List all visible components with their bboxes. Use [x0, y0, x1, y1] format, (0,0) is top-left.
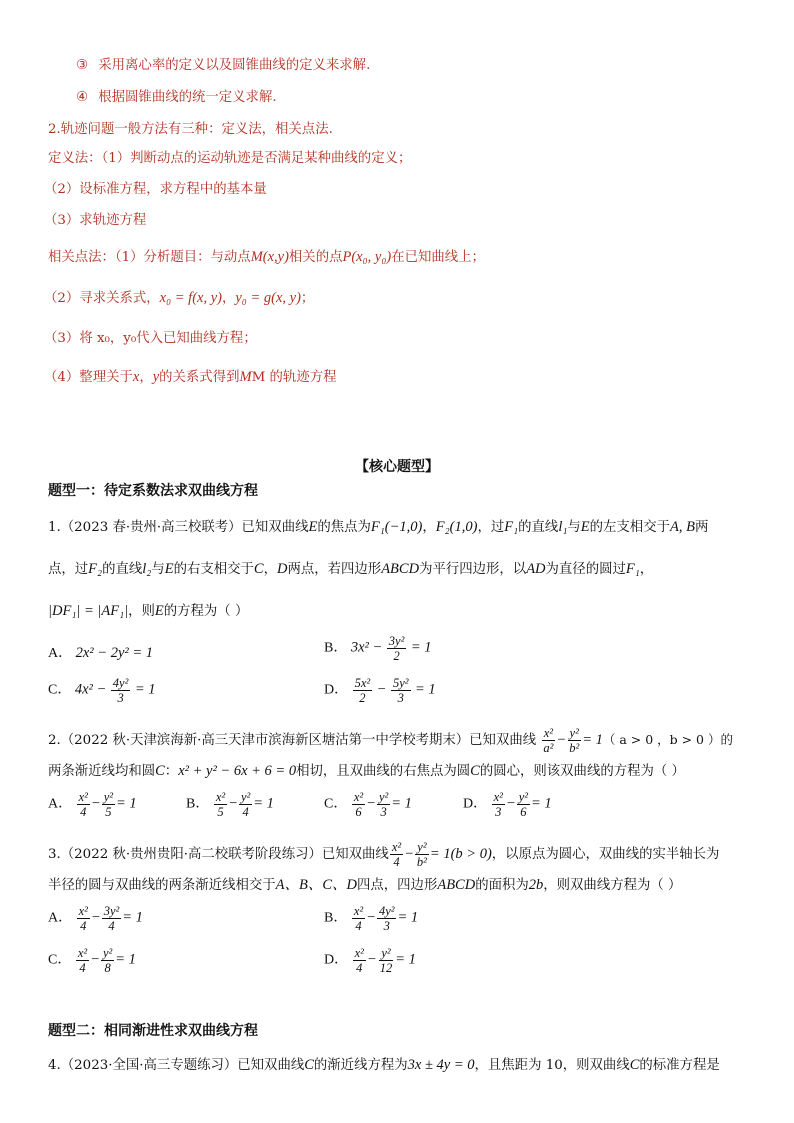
denominator: 3 — [117, 691, 124, 705]
denominator: a² — [543, 741, 554, 755]
related-point-step-2 — [44, 289, 314, 308]
text: 4.（2023·全国·高三专题练习）已知双曲线 — [48, 1058, 305, 1073]
option-label: C． — [48, 682, 72, 698]
denominator: 4 — [393, 855, 400, 869]
numerator: x² — [543, 726, 554, 740]
type1-title: 题型一：待定系数法求双曲线方程 — [48, 483, 258, 499]
text: 的关系式得到 — [159, 370, 240, 385]
numerator: y² — [417, 840, 427, 854]
denominator: 12 — [379, 961, 393, 975]
numerator: y² — [103, 790, 114, 804]
method-item-text: 根据圆锥曲线的统一定义求解. — [98, 90, 277, 105]
denominator: 3 — [397, 691, 404, 705]
text: 为平行四边形，以 — [419, 562, 527, 577]
equals: = 1 — [116, 795, 137, 812]
option-label: A． — [48, 910, 73, 926]
fraction — [378, 946, 395, 975]
math-C: C — [253, 561, 264, 577]
text: 点，过 — [48, 562, 89, 577]
text: ，且焦距为 10，则双曲线 — [474, 1058, 630, 1073]
text: ， — [263, 562, 277, 577]
text: 的焦点为 — [317, 520, 371, 535]
numerator: y² — [381, 946, 391, 960]
numerator: x² — [353, 790, 364, 804]
operator: − — [404, 846, 414, 862]
equals: = 1 — [115, 951, 136, 968]
math-D: D — [276, 561, 288, 577]
q1-option-c[interactable] — [48, 676, 156, 705]
operator: − — [90, 909, 101, 926]
denominator: 4 — [108, 919, 115, 933]
method-item-4 — [74, 89, 277, 107]
denominator: 3 — [495, 805, 502, 819]
math-C: C — [155, 763, 165, 779]
numerator: x² — [77, 946, 88, 960]
denominator: 4 — [80, 805, 87, 819]
numerator: x² — [215, 790, 226, 804]
text: 四点，四边形 — [357, 878, 438, 893]
fraction — [102, 790, 115, 819]
item-marker: ④ — [75, 90, 88, 105]
equals: = 1 — [582, 732, 603, 748]
math-E: E — [164, 561, 174, 577]
math-F1: F₁(−1,0) — [370, 519, 423, 535]
numerator: 5x² — [354, 676, 371, 690]
text: 与 — [151, 562, 165, 577]
math-y0: y₀ = g(x, y) — [235, 290, 301, 306]
q2-line-1 — [48, 726, 733, 755]
math-AD: AD — [526, 561, 546, 577]
equals: = 1 — [395, 951, 416, 968]
q3-line-1 — [48, 840, 719, 869]
q3-option-d[interactable] — [324, 946, 416, 975]
fraction — [353, 946, 366, 975]
math-x: x — [132, 369, 140, 385]
definition-method-step-1: 定义法：（1）判断动点的运动轨迹是否满足某种曲线的定义； — [48, 151, 412, 166]
text: 为直径的圆过 — [545, 562, 626, 577]
method-item-3 — [74, 57, 370, 75]
operator: − — [366, 909, 376, 926]
numerator: x² — [354, 946, 364, 960]
text: ： — [164, 764, 179, 779]
text: 的圆心，则该双曲线的方程为（ ） — [479, 764, 685, 779]
fraction — [390, 840, 403, 869]
numerator: y² — [518, 790, 529, 804]
q2-option-c[interactable]: C． $\frac{\text{x²}}{6}$ − $\frac{\text{y²}}{3}$ = 1 — [324, 790, 412, 819]
math-C: C — [304, 1057, 314, 1073]
definition-method-step-3: （3）求轨迹方程 — [44, 213, 147, 228]
fraction — [517, 790, 530, 819]
math-ABCD: ABCD — [381, 561, 420, 577]
option-label: C． — [324, 796, 348, 812]
fraction — [352, 790, 365, 819]
q3-option-c[interactable] — [48, 946, 136, 975]
fraction — [214, 790, 227, 819]
text: 1.（2023 春·贵州·高三校联考）已知双曲线 — [48, 520, 309, 535]
fraction — [567, 726, 581, 755]
q2-option-b[interactable]: B． $\frac{\text{x²}}{5}$ − $\frac{\text{y²}}{4}$ = 1 — [186, 790, 274, 819]
math-C: C — [629, 1057, 640, 1073]
text: 相关的点 — [288, 250, 343, 265]
numerator: y² — [378, 790, 389, 804]
text: ，则 — [128, 604, 155, 619]
numerator: 3y² — [103, 904, 120, 918]
q3-option-a[interactable] — [48, 904, 143, 933]
denominator: 4 — [355, 919, 362, 933]
fraction — [76, 946, 89, 975]
text: 两条渐近线均和圆 — [48, 764, 156, 779]
method-item-text: 采用离心率的定义以及圆锥曲线的定义来求解. — [98, 58, 371, 73]
option-label: D． — [324, 682, 349, 698]
fraction — [77, 790, 90, 819]
trajectory-methods-heading: 2.轨迹问题一般方法有三种：定义法，相关点法. — [48, 122, 333, 137]
denominator: 4 — [356, 961, 363, 975]
math-M: M(x,y) — [250, 249, 289, 265]
denominator: b² — [416, 855, 427, 869]
q1-option-b[interactable] — [324, 634, 432, 663]
text: 的面积为 — [475, 878, 529, 893]
fraction — [377, 904, 397, 933]
numerator: 3y² — [388, 634, 405, 648]
q3-line-2 — [48, 876, 681, 895]
math-F2: F₂(1,0) — [435, 519, 478, 535]
denominator: b² — [569, 741, 580, 755]
fraction — [239, 790, 252, 819]
text: 的渐近线方程为 — [313, 1058, 408, 1073]
denominator: 5 — [217, 805, 224, 819]
fraction — [352, 904, 365, 933]
denominator: 5 — [105, 805, 112, 819]
math-E: E — [308, 519, 318, 535]
numerator: x² — [391, 840, 402, 854]
text: ， — [221, 291, 236, 306]
denominator: 4 — [80, 919, 87, 933]
text: 的右支相交于 — [173, 562, 254, 577]
related-point-step-1 — [48, 248, 485, 267]
option-label: A． — [48, 646, 73, 661]
option-label: B． — [324, 640, 348, 656]
text: 半径的圆与双曲线的两条渐近线相交于 — [48, 878, 276, 893]
q2-option-a[interactable]: A． $\frac{\text{x²}}{4}$ − $\frac{\text{y²}}{5}$ = 1 — [48, 790, 137, 819]
text: ，过 — [477, 520, 505, 535]
math-points: A、B、C、D — [275, 877, 357, 893]
text: 2.（2022 秋·天津滨海新·高三天津市滨海新区塘沽第一中学校考期末）已知双曲线 — [48, 733, 537, 748]
equals: = 1 — [429, 846, 451, 862]
text: ， — [639, 562, 654, 577]
text: 的左支相交于 — [589, 520, 670, 535]
math-M: M — [239, 369, 252, 385]
denominator: 8 — [104, 961, 111, 975]
fraction — [377, 790, 390, 819]
fraction — [541, 726, 555, 755]
math-C: C — [470, 763, 480, 779]
math-l2: l₂ — [142, 561, 152, 577]
denominator: 2 — [359, 691, 366, 705]
numerator: 4y² — [112, 676, 129, 690]
option-label: A． — [48, 796, 73, 812]
numerator: x² — [493, 790, 503, 804]
fraction — [391, 676, 411, 705]
fraction — [102, 904, 122, 933]
text: （4）整理关于 — [44, 370, 133, 385]
option-equation: 3x² − — [350, 639, 383, 656]
math-x0: x₀ = f(x, y) — [159, 290, 222, 306]
operator: − — [90, 951, 100, 968]
q3-option-b[interactable] — [324, 904, 418, 933]
text: 相切，且双曲线的右焦点为圆 — [296, 764, 471, 779]
denominator: 4 — [242, 805, 249, 819]
q1-line-3 — [48, 602, 248, 621]
q2-line-2 — [48, 762, 685, 781]
text: M 的轨迹方程 — [251, 370, 337, 385]
math-E: E — [580, 519, 590, 535]
text: ， — [422, 520, 436, 535]
numerator: y² — [240, 790, 251, 804]
fraction — [101, 946, 114, 975]
text: 的直线 — [102, 562, 143, 577]
q1-line-2 — [48, 560, 653, 579]
option-label: B． — [324, 910, 348, 926]
operator: − — [556, 732, 567, 748]
q1-line-1 — [48, 518, 708, 537]
math-circle: x² + y² − 6x + 6 = 0 — [178, 763, 297, 779]
math-l1: l₁ — [558, 519, 568, 535]
q1-option-d[interactable] — [324, 676, 436, 705]
text: ； — [300, 291, 315, 306]
text: 在已知曲线上； — [391, 250, 485, 265]
option-label: C． — [48, 952, 72, 968]
text: ，则双曲线方程为（ ） — [543, 878, 682, 893]
operator: − — [366, 951, 377, 968]
denominator: 3 — [380, 805, 387, 819]
equals: = 1 — [397, 909, 419, 926]
q4-line-1 — [48, 1056, 720, 1075]
math-area: 2b — [528, 877, 544, 893]
equals: = 1 — [391, 795, 412, 812]
equals: = 1 — [122, 909, 143, 926]
math-F1: F₁ — [504, 519, 519, 535]
option-equation: = 1 — [134, 681, 156, 698]
numerator: x² — [353, 904, 364, 918]
numerator: y² — [569, 726, 579, 740]
fraction — [387, 634, 407, 663]
math-P: P(x₀, y₀) — [342, 249, 392, 265]
math-abs: |DF₁| = |AF₁| — [48, 603, 129, 619]
equals: = 1 — [531, 795, 552, 812]
denominator: 2 — [393, 649, 400, 663]
option-label: B． — [186, 796, 210, 812]
fraction — [77, 904, 90, 933]
q2-option-d[interactable]: D． $\frac{\text{x²}}{3}$ − $\frac{\text{y²}}{6}$ = 1 — [463, 790, 552, 819]
type2-title: 题型二：相同渐进性求双曲线方程 — [48, 1023, 258, 1039]
denominator: 6 — [520, 805, 527, 819]
numerator: x² — [78, 790, 88, 804]
text: ， — [139, 370, 153, 385]
equals: = 1 — [253, 795, 274, 812]
text: 的标准方程是 — [639, 1058, 720, 1073]
option-equation: = 1 — [415, 681, 436, 698]
math-F1: F₁ — [625, 561, 640, 577]
numerator: y² — [102, 946, 113, 960]
numerator: 5y² — [392, 676, 409, 690]
math-asymptote: 3x ± 4y = 0 — [407, 1057, 475, 1073]
option-label: D． — [463, 796, 488, 812]
math-y: y — [152, 369, 160, 385]
math-ABCD: ABCD — [437, 877, 476, 893]
related-point-step-3: （3）将 x₀，y₀代入已知曲线方程； — [44, 331, 257, 346]
math-F2-short: F₂ — [88, 561, 103, 577]
numerator: 4y² — [378, 904, 395, 918]
fraction — [353, 676, 373, 705]
text: （2）寻求关系式， — [44, 291, 160, 306]
text: 两点，若四边形 — [287, 562, 382, 577]
text: 的直线 — [518, 520, 559, 535]
text: 的方程为（ ） — [163, 604, 249, 619]
math-AB: A, B — [669, 519, 695, 535]
text: 相关点法：（1）分析题目：与动点 — [48, 250, 251, 265]
operator: − — [376, 681, 387, 698]
denominator: 3 — [383, 919, 390, 933]
math-E: E — [154, 603, 164, 619]
section-title: 【核心题型】 — [355, 459, 439, 475]
numerator: x² — [78, 904, 88, 918]
denominator: 6 — [355, 805, 362, 819]
option-equation: 4x² − — [74, 681, 107, 698]
item-marker: ③ — [75, 58, 88, 73]
fraction — [492, 790, 505, 819]
text: （ a > 0 ，b > 0 ）的 — [602, 732, 733, 747]
option-label: D． — [324, 952, 349, 968]
fraction — [111, 676, 131, 705]
q1-option-a[interactable] — [48, 642, 153, 662]
text: 与 — [567, 520, 581, 535]
text: ，以原点为圆心，双曲线的实半轴长为 — [491, 847, 720, 862]
denominator: 4 — [79, 961, 86, 975]
related-point-step-4 — [44, 368, 337, 387]
condition: (b > 0) — [450, 846, 492, 862]
option-equation: 2x² − 2y² = 1 — [75, 645, 154, 661]
option-equation: = 1 — [410, 639, 432, 656]
definition-method-step-2: （2）设标准方程，求方程中的基本量 — [44, 182, 267, 197]
text: 3.（2022 秋·贵州贵阳·高二校联考阶段练习）已知双曲线 — [48, 847, 389, 862]
text: 两 — [694, 520, 709, 535]
fraction — [415, 840, 429, 869]
